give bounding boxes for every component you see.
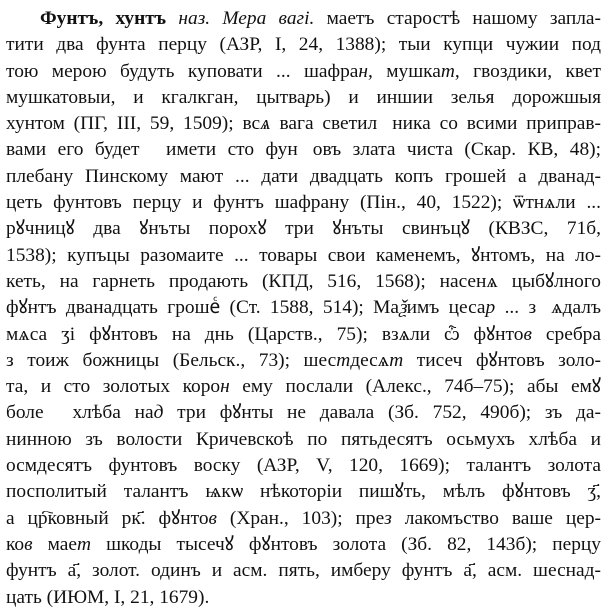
- text-run: кеть, на гарнеть продають (КПД, 516, 1568); насенѧ цыбꙋлного: [6, 270, 601, 292]
- entry-line: [6, 85, 601, 111]
- text-run: тою мерою будуть куповати ... шафра: [6, 60, 359, 82]
- text-run: ... зⷭѧдалъ: [495, 297, 601, 319]
- entry-line: [6, 374, 601, 400]
- text-run: рꙋчницꙋ два ꙋнъты порохꙋ три ꙋнъты свинъцꙋ (КВЗС, 71б,: [6, 218, 601, 240]
- text-run: тити два фунта перцу (АЗР, І, 24, 1388); тыи купци чужии под: [6, 34, 601, 56]
- text-run: з тоиж божницы (Бельск., 73); шес: [6, 349, 337, 371]
- text-run: з: [384, 507, 392, 529]
- entry-line: [6, 585, 601, 611]
- text-run: в: [208, 507, 217, 529]
- text-run: нинною зъ волости Кричевскоѣ по пятьдесятъ осьмухъ хлѣба и: [6, 428, 601, 450]
- text-run: т: [336, 349, 351, 371]
- text-run: лакомъство ваше цер-: [391, 507, 601, 529]
- entry-line: [6, 453, 601, 479]
- text-run: мушкатовыи, и кгалкган, цытва: [6, 86, 306, 108]
- text-run: ь) и иншии зелья дорожшыя: [315, 86, 601, 108]
- text-run: цеть фунтовъ перцу и фунтъ шафрану (Пін., 40, 1522); ѿтнѧли ...: [6, 192, 601, 214]
- text-run: цать (ИЮМ, І, 21, 1679).: [6, 586, 210, 608]
- text-run: в: [523, 323, 532, 345]
- text-run: т: [389, 349, 404, 371]
- text-run: хунтом (ПГ, III, 59, 1509); вс: [6, 113, 261, 135]
- text-run: 1538); купъцы разомаите ... товары свои каменемъ, ꙋнтомъ, на ло-: [6, 244, 601, 266]
- text-run: в: [24, 533, 33, 555]
- text-run: р: [305, 86, 316, 108]
- text-run: ѯ: [399, 297, 407, 319]
- text-run: д: [153, 402, 164, 424]
- text-run: ѧ: [260, 113, 271, 135]
- entry-line: [6, 137, 601, 163]
- text-run: ему послали (Алекс., 74б–75); абы емꙋ: [229, 376, 601, 398]
- text-run: осмдесятъ фунтовъ воску (АЗР, V, 120, 1669); талантъ золота: [6, 455, 601, 477]
- text-run: р: [485, 297, 496, 319]
- entry-line: [6, 295, 601, 321]
- text-run: н: [358, 60, 369, 82]
- text-run: шкоды тысечꙋ фꙋнтовъ золота (Зб. 82, 143б); перцу: [91, 533, 601, 555]
- text-run: ко: [6, 533, 25, 555]
- entry-line: [6, 190, 601, 216]
- text-run: вами его будетⷭ имети сто фунⷮовъ злата чиста (Скар. КВ, 48);: [6, 139, 601, 161]
- entry-line: [6, 348, 601, 374]
- text-run: три фꙋнты не давала (Зб. 752, 490б); зъ да-: [163, 402, 601, 424]
- entry-line: [6, 269, 601, 295]
- entry-line: [6, 164, 601, 190]
- entry-line: [6, 400, 601, 426]
- grammar-label: наз.: [178, 8, 211, 29]
- text-run: имъ цеса: [406, 297, 486, 319]
- text-run: мае: [32, 533, 77, 555]
- definition: Мера вагі.: [222, 8, 315, 29]
- text-run: т: [76, 533, 91, 555]
- text-run: , гвоздики, квет: [454, 60, 601, 82]
- text-run: посполитый талантъ ѩкѡ нѣкоторіи пишꙋть, мѣлъ фꙋнтовъ ӡ҃,: [6, 481, 601, 503]
- entry-line: [6, 506, 601, 532]
- entry-body: [6, 32, 601, 611]
- entry-line: [6, 558, 601, 584]
- entry-line: [6, 532, 601, 558]
- entry-line: [6, 32, 601, 58]
- text-run: болеⷭ хлѣба на: [6, 402, 154, 424]
- text-run: та, и сто золотых коро: [6, 376, 221, 398]
- entry-line: [6, 216, 601, 242]
- text-run: н: [220, 376, 230, 398]
- text-run: вага светилⷭника со всими приправ-: [270, 113, 601, 135]
- headword: Фунтъ, хунтъ: [40, 8, 167, 29]
- text-run: , мушка: [368, 60, 441, 82]
- text-run: фунтъ а҃, золот. одинъ и асм. пять, имберу фунтъ а҃, асм. шеснад-: [6, 560, 601, 582]
- text-run: сребра: [531, 323, 601, 345]
- text-run: а цр҇ковный рк҃. фꙋнто: [6, 507, 209, 529]
- text-run: десѧ: [350, 349, 390, 371]
- text-run: (Хран., 103); пре: [216, 507, 385, 529]
- entry-first-line: [6, 6, 601, 32]
- entry-line: [6, 243, 601, 269]
- entry-line: [6, 427, 601, 453]
- entry-line: [6, 111, 601, 137]
- text-run: тисеч фꙋнтовъ золо-: [403, 349, 601, 371]
- entry-line: [6, 59, 601, 85]
- text-run: фꙋнтъ дванадцать грошеⷭ (Ст. 1588, 514); Ма: [6, 297, 399, 319]
- text-run: мѧса ӡі фꙋнтовъ на днь (Царств., 75); взѧли ѽ фꙋнто: [6, 323, 524, 345]
- entry-line: [6, 479, 601, 505]
- text-run: т: [440, 60, 455, 82]
- entry-line: [6, 322, 601, 348]
- text-run: плебану Пинскому мают ... дати двадцать копъ грошей а дванад-: [6, 165, 601, 187]
- text-run: маетъ старостѣ нашому запла-: [326, 8, 601, 29]
